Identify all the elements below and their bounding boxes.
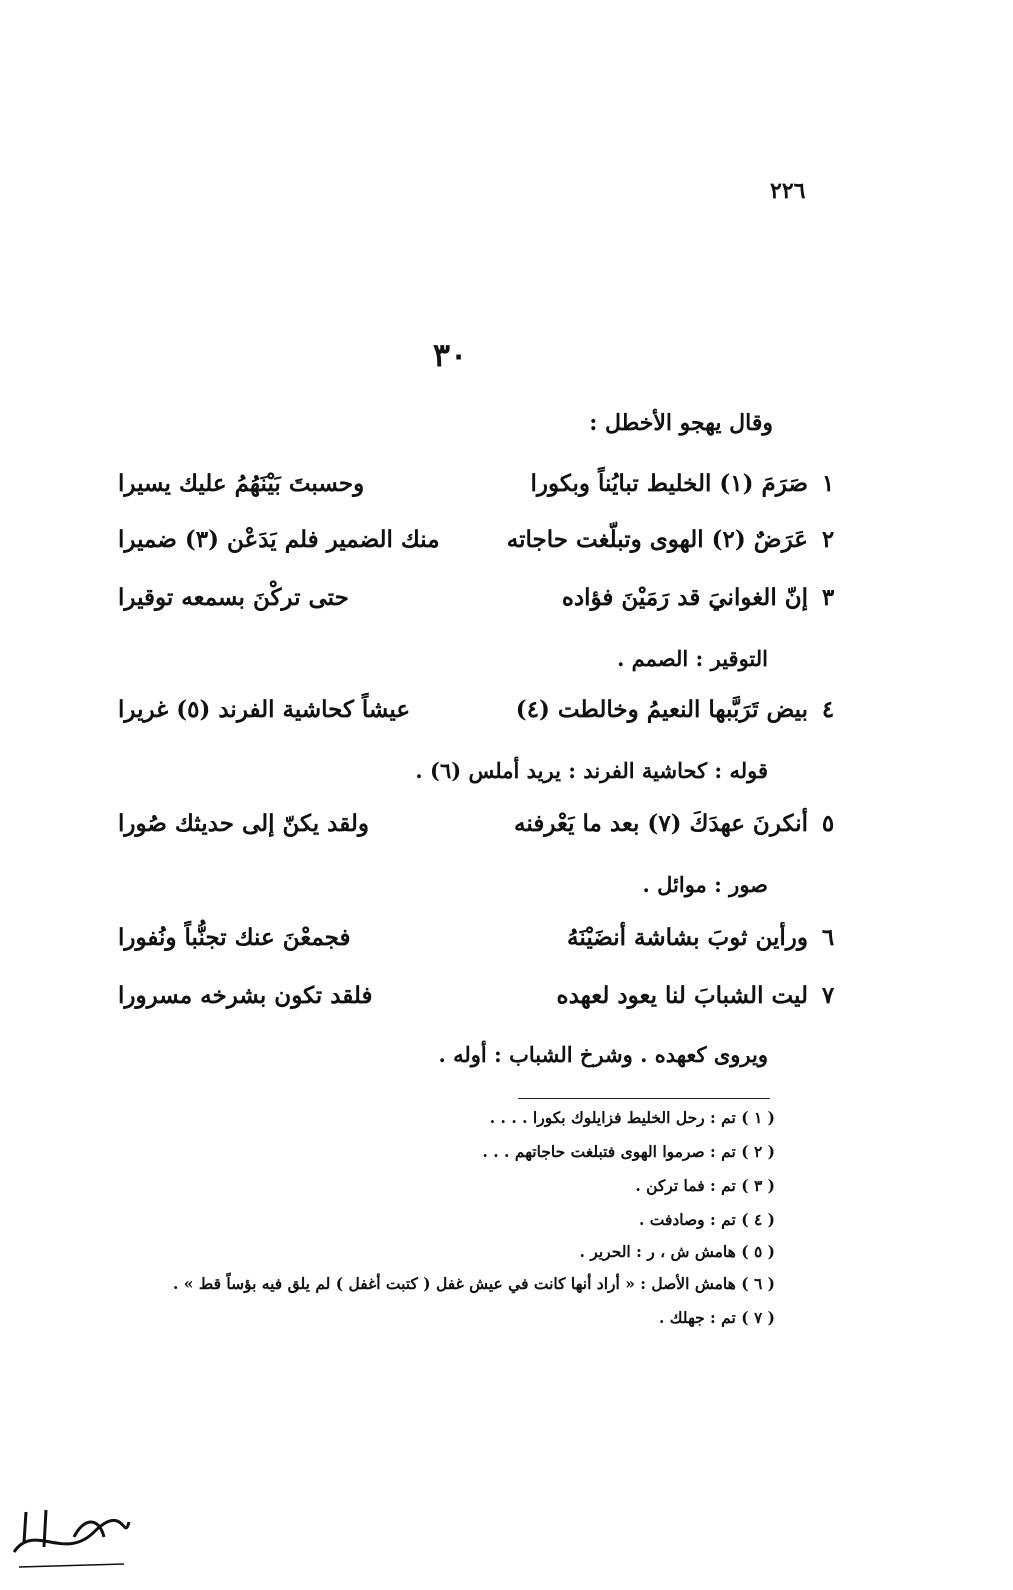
footnote-divider [518,1098,770,1099]
poem-number: ٣٠ [432,336,468,374]
footnote: ( ٧ ) تم : جهلك . [658,1308,775,1327]
verse-number: ٤ [821,696,835,723]
verse-second-hemistich: ولقد يكنّ إلى حديثك صُورا [118,810,369,837]
verse-line [118,584,835,611]
verse-number: ٣ [821,584,835,611]
verse-first-hemistich: بيض تَرَبَّبها النعيمُ وخالطت (٤) [515,696,808,723]
verse-first-hemistich: إنّ الغوانيَ قد رَمَيْنَ فؤاده [561,584,808,611]
verse-first-hemistich: أنكرنَ عهدَكَ (٧) بعد ما يَعْرفنه [514,810,808,837]
verse-number: ٥ [821,810,835,837]
verse-line [118,982,835,1009]
verse-first-hemistich: عَرَضٌ (٢) الهوى وتبلّغت حاجاته [506,526,808,553]
calligraphy-logo [4,1482,136,1582]
verse-line [118,526,835,553]
verse-line [118,470,835,497]
verse-second-hemistich: منك الضمير فلم يَدَعْن (٣) ضميرا [118,526,440,553]
verse-first-hemistich: ليت الشبابَ لنا يعود لعهده [556,982,808,1009]
verse-gloss: ويروى كعهده . وشرخ الشباب : أوله . [438,1042,768,1067]
verse-gloss: صور : موائل . [642,872,768,897]
footnote: ( ٣ ) تم : فما تركن . [635,1176,775,1195]
verse-number: ٢ [821,526,835,553]
verse-first-hemistich: صَرَمَ (١) الخليط تبايُناً وبكورا [530,470,808,497]
verse-line [118,696,835,723]
verse-second-hemistich: عيشاً كحاشية الفرند (٥) غريرا [118,696,411,723]
verse-second-hemistich: حتى تركْنَ بسمعه توقيرا [118,584,349,611]
verse-first-hemistich: ورأين ثوبَ بشاشة أنضَيْنَهُ [567,924,808,951]
verse-second-hemistich: فجمعْنَ عنك تجنُّباً ونُفورا [118,924,351,951]
verse-gloss: التوقير : الصمم . [617,646,768,671]
verse-gloss: قوله : كحاشية الفرند : يريد أملس (٦) . [415,758,768,783]
verse-number: ١ [821,470,835,497]
verse-line [118,924,835,951]
page-number: ٢٢٦ [770,178,806,204]
verse-second-hemistich: وحسبتَ بَيْنَهُمُ عليك يسيرا [118,470,365,497]
poem-intro: وقال يهجو الأخطل : [589,410,773,436]
footnote: ( ٢ ) تم : صرموا الهوى فتبلغت حاجاتهم . . . [482,1142,775,1161]
footnote: ( ٦ ) هامش الأصل : « أراد أنها كانت في عيش غفل ( كتبت أغفل ) لم يلق فيه بؤساً قط » . [172,1274,775,1293]
verse-line [118,810,835,837]
verse-number: ٦ [821,924,835,951]
footnote: ( ١ ) تم : رحل الخليط فزايلوك بكورا . . . . [489,1108,775,1127]
verse-second-hemistich: فلقد تكون بشرخه مسرورا [118,982,373,1009]
footnote: ( ٤ ) تم : وصادفت . [638,1210,775,1229]
verse-number: ٧ [821,982,835,1009]
footnote: ( ٥ ) هامش ش ، ر : الحرير . [579,1242,775,1261]
